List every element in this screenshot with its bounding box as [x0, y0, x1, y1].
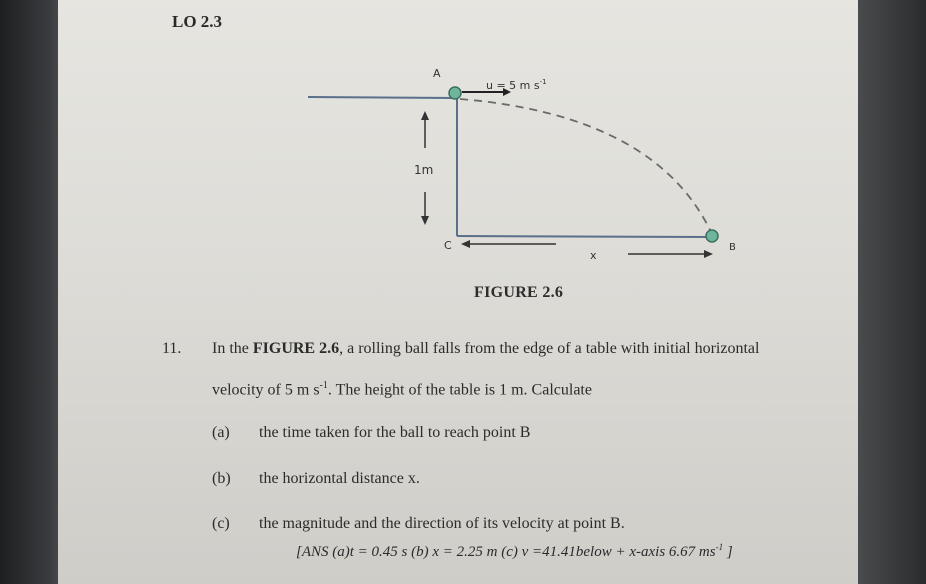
distance-arrowhead-right: [704, 250, 713, 258]
question-line-2: velocity of 5 m $s^{-1}$. The height of the table is 1 m. Calculate: [212, 380, 592, 399]
part-b-text: the horizontal distance x.: [259, 470, 420, 487]
ball-a: [449, 87, 461, 99]
height-label: 1m: [414, 163, 434, 177]
question-intro: In the FIGURE 2.6, a rolling ball falls from the edge of a table with initial horizontal: [212, 340, 760, 357]
height-arrowhead-up: [421, 111, 429, 120]
answer-line: [ANS (a)t = 0.45 s (b) x = 2.25 m (c) v =41.41below + x-axis 6.67 $ms^{-1}$ ]: [296, 542, 733, 560]
ball-b: [706, 230, 718, 242]
part-a-text: the time taken for the ball to reach point B: [259, 424, 531, 441]
figure-caption: FIGURE 2.6: [474, 284, 564, 301]
table-top-line: [308, 97, 456, 98]
part-b-label: (b): [212, 470, 231, 487]
point-c-label: C: [444, 239, 452, 252]
distance-label: x: [590, 249, 597, 262]
distance-arrowhead-left: [461, 240, 470, 248]
floor-line: [457, 236, 711, 237]
part-a-label: (a): [212, 424, 230, 441]
learning-outcome-label: LO 2.3: [172, 12, 223, 31]
part-c-label: (c): [212, 515, 230, 532]
velocity-label: u = 5 m $s^{-1}$: [486, 78, 547, 92]
part-c-text: the magnitude and the direction of its velocity at point B.: [259, 515, 625, 532]
trajectory-path: [460, 99, 711, 232]
height-arrowhead-down: [421, 216, 429, 225]
point-b-label: B: [729, 242, 736, 253]
question-number: 11.: [162, 340, 182, 357]
point-a-label: A: [433, 67, 441, 80]
